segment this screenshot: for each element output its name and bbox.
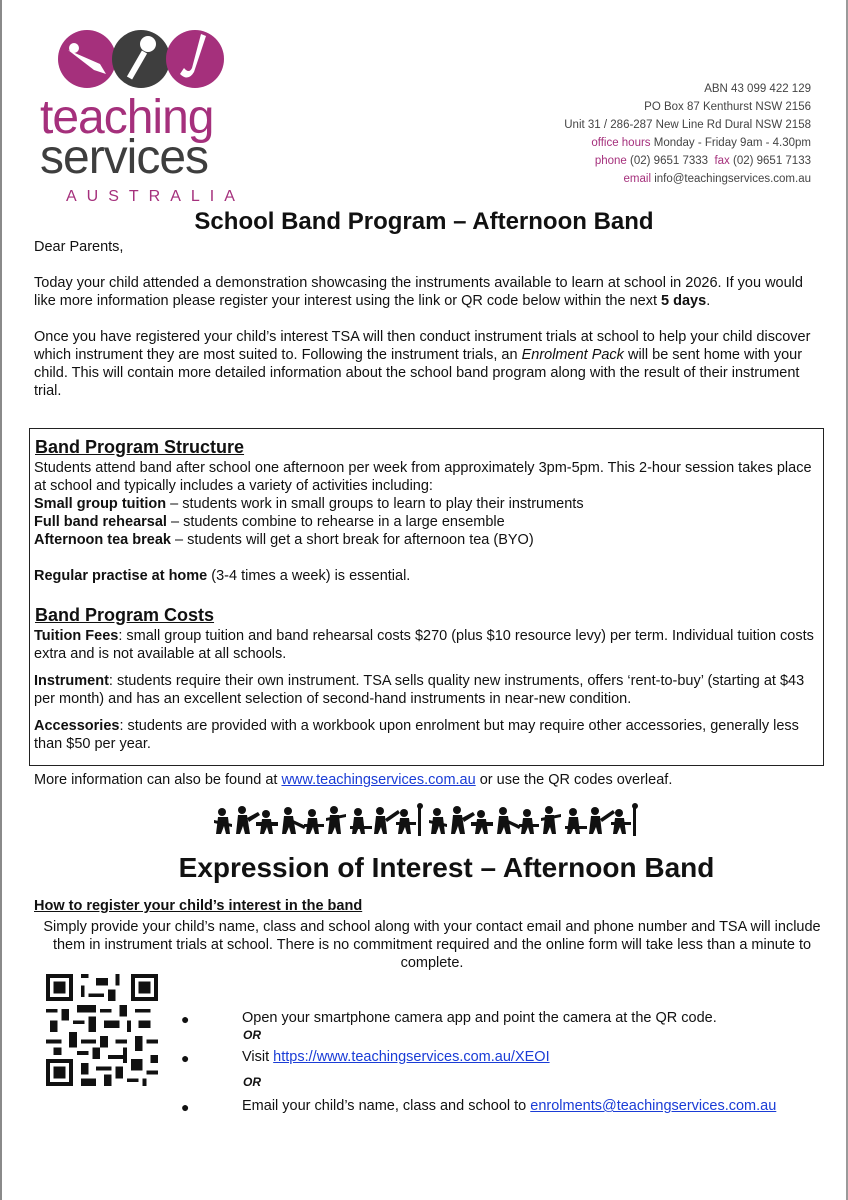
practise-bold: Regular practise at home bbox=[34, 568, 208, 584]
intro-deadline: 5 days bbox=[661, 293, 707, 309]
structure-item-text: – students will get a short break for afternoon tea (BYO) bbox=[170, 532, 534, 548]
structure-item-title: Small group tuition bbox=[34, 496, 167, 512]
phone-value: (02) 9651 7333 bbox=[630, 155, 709, 167]
practise-note bbox=[34, 567, 819, 585]
or-separator: OR bbox=[243, 1028, 261, 1042]
bullet-email bbox=[242, 1098, 776, 1114]
page-title: School Band Program – Afternoon Band bbox=[194, 208, 654, 235]
structure-item-title: Full band rehearsal bbox=[34, 514, 167, 530]
logo-text-australia: AUSTRALIA bbox=[66, 188, 245, 205]
enrolments-email-link[interactable]: enrolments@teachingservices.com.au bbox=[530, 1098, 777, 1114]
tuition-label: Tuition Fees bbox=[34, 628, 119, 644]
intro-end: . bbox=[706, 293, 711, 309]
band-silhouette-icon bbox=[212, 800, 642, 846]
intro-text: Today your child attended a demonstration showcasing the instruments available to learn at school in 2026. If you would like more information please register your interest using the link or QR code below within the next bbox=[34, 275, 803, 309]
greeting: Dear Parents, bbox=[34, 239, 124, 255]
fax-label: fax bbox=[714, 155, 730, 167]
structure-item bbox=[34, 513, 819, 531]
costs-heading: Band Program Costs bbox=[35, 605, 215, 625]
or-separator: OR bbox=[243, 1075, 261, 1089]
logo-text-teaching: teaching bbox=[40, 91, 214, 144]
email-label: email bbox=[623, 173, 652, 185]
instrument-circles-icon bbox=[56, 28, 226, 90]
po-box: PO Box 87 Kenthurst NSW 2156 bbox=[644, 101, 811, 113]
bullet-visit bbox=[242, 1049, 550, 1065]
office-hours-label: office hours bbox=[591, 137, 651, 149]
fax-value: (02) 9651 7133 bbox=[732, 155, 811, 167]
abn: ABN 43 099 422 129 bbox=[704, 83, 811, 95]
instrument-cost bbox=[34, 672, 819, 708]
instrument-text: : students require their own instrument. TSA sells quality new instruments, offers ‘rent-to-buy’ (starting at $43 per month) and has an excellent selection of second-hand instruments in near-new condition. bbox=[34, 673, 805, 707]
more-info-text: More information can also be found at bbox=[34, 772, 282, 788]
street-address: Unit 31 / 286-287 New Line Rd Dural NSW 2158 bbox=[564, 119, 811, 131]
phone-fax bbox=[564, 152, 811, 170]
qr-code-icon[interactable] bbox=[46, 974, 158, 1086]
eoi-title: Expression of Interest – Afternoon Band bbox=[178, 852, 715, 883]
bullet-dot: ● bbox=[181, 1099, 190, 1115]
howto-text: Simply provide your child’s name, class and school along with your contact email and phone number and TSA will include them in instrument trials at school. There is no commitment required and the online form will take less than a minute to complete. bbox=[43, 919, 821, 971]
tuition-text: : small group tuition and band rehearsal costs $270 (plus $10 resource levy) per term. Individual tuition costs extra and is not available at all schools. bbox=[34, 628, 814, 662]
email-value: info@teachingservices.com.au bbox=[654, 173, 811, 185]
accessories-cost bbox=[34, 717, 819, 753]
contact-block bbox=[564, 80, 811, 188]
logo-text-services: services bbox=[40, 131, 209, 184]
company-logo bbox=[36, 28, 246, 205]
structure-item-text: – students work in small groups to learn to play their instruments bbox=[166, 496, 584, 512]
bullet-dot: ● bbox=[181, 1011, 190, 1027]
enrolment-pack: Enrolment Pack bbox=[521, 347, 624, 363]
structure-item-title: Afternoon tea break bbox=[34, 532, 171, 548]
structure-heading: Band Program Structure bbox=[35, 437, 245, 457]
instrument-label: Instrument bbox=[34, 673, 109, 689]
trials-text-end: will be sent home with your child. This will contain more detailed information about the school band program along with the result of their instrument trial. bbox=[34, 347, 803, 399]
website-link[interactable]: www.teachingservices.com.au bbox=[281, 772, 476, 788]
office-hours-value: Monday - Friday 9am - 4.30pm bbox=[653, 137, 811, 149]
email-line bbox=[564, 170, 811, 188]
bullet-dot: ● bbox=[181, 1050, 190, 1066]
more-info-text-end: or use the QR codes overleaf. bbox=[475, 772, 673, 788]
program-info-box bbox=[29, 428, 824, 766]
structure-item bbox=[34, 495, 819, 513]
intro-paragraph bbox=[34, 274, 824, 310]
practise-text: (3-4 times a week) is essential. bbox=[207, 568, 411, 584]
trials-paragraph bbox=[34, 328, 824, 400]
eoi-form-link[interactable]: https://www.teachingservices.com.au/XEOI bbox=[273, 1049, 550, 1065]
structure-item bbox=[34, 531, 819, 549]
visit-text: Visit bbox=[242, 1049, 274, 1065]
phone-label: phone bbox=[594, 155, 627, 167]
accessories-text: : students are provided with a workbook upon enrolment but may require other accessories, generally less than $50 per year. bbox=[34, 718, 799, 752]
structure-intro: Students attend band after school one afternoon per week from approximately 3pm-5pm. This 2-hour session takes place at school and typically includes a variety of activities including: bbox=[34, 460, 812, 494]
more-info bbox=[34, 772, 672, 788]
structure-item-text: – students combine to rehearse in a large ensemble bbox=[166, 514, 505, 530]
trials-text: Once you have registered your child’s interest TSA will then conduct instrument trials at school to help your child discover which instrument they are most suited to. Following the instrument trials, an bbox=[34, 329, 811, 363]
bullet-camera: Open your smartphone camera app and point the camera at the QR code. bbox=[242, 1010, 717, 1026]
tuition-fees bbox=[34, 627, 819, 663]
accessories-label: Accessories bbox=[34, 718, 120, 734]
howto-heading: How to register your child’s interest in the band bbox=[34, 898, 363, 914]
office-hours bbox=[564, 134, 811, 152]
page-edge-left bbox=[0, 0, 2, 1200]
email-instruction: Email your child’s name, class and school to bbox=[242, 1098, 531, 1114]
